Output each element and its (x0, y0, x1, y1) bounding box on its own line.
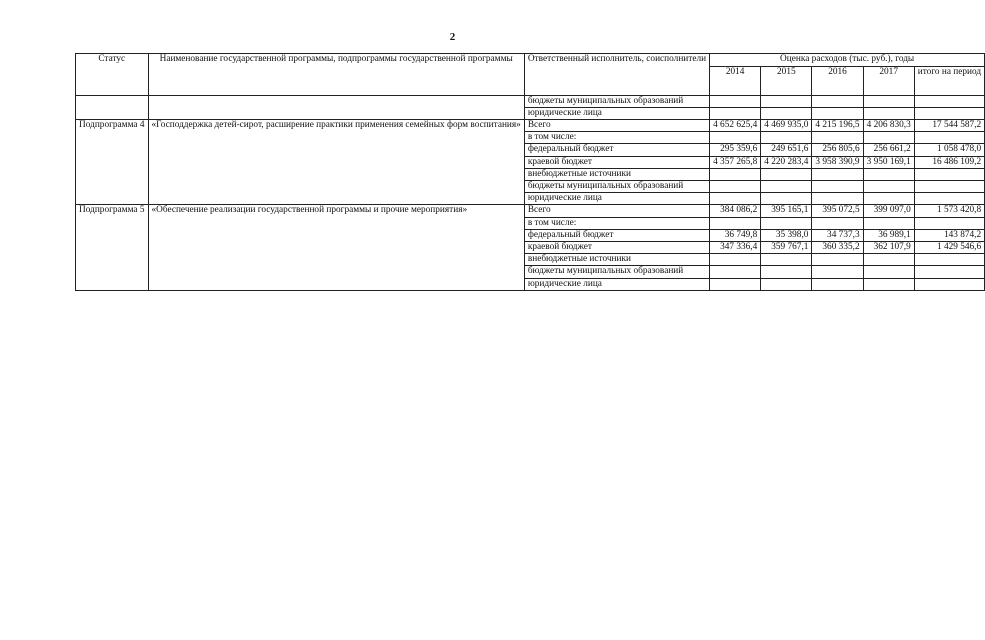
value-cell (710, 278, 761, 290)
table-header (76, 54, 985, 96)
value-cell (863, 95, 914, 107)
value-cell (863, 132, 914, 144)
table-row (76, 119, 985, 131)
value-cell (710, 107, 761, 119)
source-cell: внебюджетные источники (524, 168, 709, 180)
value-cell (761, 132, 812, 144)
value-cell: 362 107,9 (863, 241, 914, 253)
value-cell: 3 950 169,1 (863, 156, 914, 168)
source-cell: краевой бюджет (524, 241, 709, 253)
value-cell (761, 180, 812, 192)
value-cell: 4 220 283,4 (761, 156, 812, 168)
status-cell (76, 95, 149, 119)
source-cell: бюджеты муниципальных образований (524, 266, 709, 278)
value-cell (914, 95, 984, 107)
value-cell (914, 193, 984, 205)
value-cell: 399 097,0 (863, 205, 914, 217)
source-cell: краевой бюджет (524, 156, 709, 168)
value-cell (710, 95, 761, 107)
table-body (76, 95, 985, 290)
value-cell (812, 95, 863, 107)
value-cell: 384 086,2 (710, 205, 761, 217)
header-year: 2015 (761, 66, 812, 95)
status-cell: Подпрограмма 4 (76, 119, 149, 204)
value-cell: 4 357 265,8 (710, 156, 761, 168)
value-cell (863, 193, 914, 205)
value-cell (812, 107, 863, 119)
value-cell (812, 266, 863, 278)
value-cell: 1 429 546,6 (914, 241, 984, 253)
value-cell: 35 398,0 (761, 229, 812, 241)
header-year: 2016 (812, 66, 863, 95)
header-executor: Ответственный исполнитель, соисполнители (524, 54, 709, 96)
program-name-cell: «Обеспечение реализации государственной программы и прочие мероприятия» (148, 205, 524, 290)
source-cell: в том числе: (524, 132, 709, 144)
source-cell: Всего (524, 119, 709, 131)
value-cell (914, 180, 984, 192)
value-cell (761, 254, 812, 266)
header-expenses: Оценка расходов (тыс. руб.), годы (710, 54, 985, 67)
value-cell: 249 651,6 (761, 144, 812, 156)
value-cell (863, 168, 914, 180)
value-cell (710, 266, 761, 278)
value-cell: 16 486 109,2 (914, 156, 984, 168)
page-number: 2 (449, 31, 456, 43)
value-cell (761, 266, 812, 278)
value-cell (710, 217, 761, 229)
source-cell: федеральный бюджет (524, 229, 709, 241)
value-cell (914, 254, 984, 266)
value-cell: 256 661,2 (863, 144, 914, 156)
value-cell: 359 767,1 (761, 241, 812, 253)
value-cell (812, 180, 863, 192)
value-cell (812, 254, 863, 266)
value-cell (761, 193, 812, 205)
value-cell (761, 217, 812, 229)
table-row (76, 205, 985, 217)
value-cell (761, 107, 812, 119)
value-cell: 3 958 390,9 (812, 156, 863, 168)
source-cell: бюджеты муниципальных образований (524, 95, 709, 107)
value-cell (863, 266, 914, 278)
value-cell: 295 359,6 (710, 144, 761, 156)
header-status: Статус (76, 54, 149, 96)
value-cell (812, 193, 863, 205)
value-cell (761, 168, 812, 180)
budget-table (75, 53, 985, 291)
value-cell (914, 107, 984, 119)
value-cell (914, 278, 984, 290)
value-cell (914, 168, 984, 180)
value-cell: 4 206 830,3 (863, 119, 914, 131)
source-cell: юридические лица (524, 193, 709, 205)
value-cell: 347 336,4 (710, 241, 761, 253)
value-cell: 1 573 420,8 (914, 205, 984, 217)
value-cell: 360 335,2 (812, 241, 863, 253)
header-year: 2014 (710, 66, 761, 95)
source-cell: федеральный бюджет (524, 144, 709, 156)
value-cell (863, 107, 914, 119)
value-cell (710, 193, 761, 205)
source-cell: в том числе: (524, 217, 709, 229)
value-cell (761, 95, 812, 107)
value-cell (863, 180, 914, 192)
value-cell: 4 215 196,5 (812, 119, 863, 131)
program-name-cell (148, 95, 524, 119)
value-cell (710, 180, 761, 192)
value-cell: 17 544 587,2 (914, 119, 984, 131)
source-cell: юридические лица (524, 107, 709, 119)
value-cell: 34 737,3 (812, 229, 863, 241)
value-cell: 143 874,2 (914, 229, 984, 241)
table-row (76, 95, 985, 107)
value-cell (710, 254, 761, 266)
source-cell: внебюджетные источники (524, 254, 709, 266)
value-cell (863, 278, 914, 290)
value-cell (812, 278, 863, 290)
value-cell (863, 217, 914, 229)
value-cell: 4 652 625,4 (710, 119, 761, 131)
value-cell: 1 058 478,0 (914, 144, 984, 156)
value-cell (761, 278, 812, 290)
value-cell (812, 217, 863, 229)
value-cell (914, 217, 984, 229)
value-cell (863, 254, 914, 266)
value-cell: 395 165,1 (761, 205, 812, 217)
value-cell (812, 132, 863, 144)
header-total: итого на период (914, 66, 984, 95)
program-name-cell: «Господдержка детей-сирот, расширение практики применения семейных форм воспитания» (148, 119, 524, 204)
value-cell (710, 132, 761, 144)
header-program-name: Наименование государственной программы, подпрограммы государственной программы (148, 54, 524, 96)
value-cell: 36 749,8 (710, 229, 761, 241)
source-cell: бюджеты муниципальных образований (524, 180, 709, 192)
status-cell: Подпрограмма 5 (76, 205, 149, 290)
source-cell: юридические лица (524, 278, 709, 290)
value-cell (914, 132, 984, 144)
value-cell: 4 469 935,0 (761, 119, 812, 131)
value-cell (812, 168, 863, 180)
source-cell: Всего (524, 205, 709, 217)
value-cell (914, 266, 984, 278)
header-year: 2017 (863, 66, 914, 95)
value-cell: 395 072,5 (812, 205, 863, 217)
value-cell: 36 989,1 (863, 229, 914, 241)
value-cell: 256 805,6 (812, 144, 863, 156)
value-cell (710, 168, 761, 180)
